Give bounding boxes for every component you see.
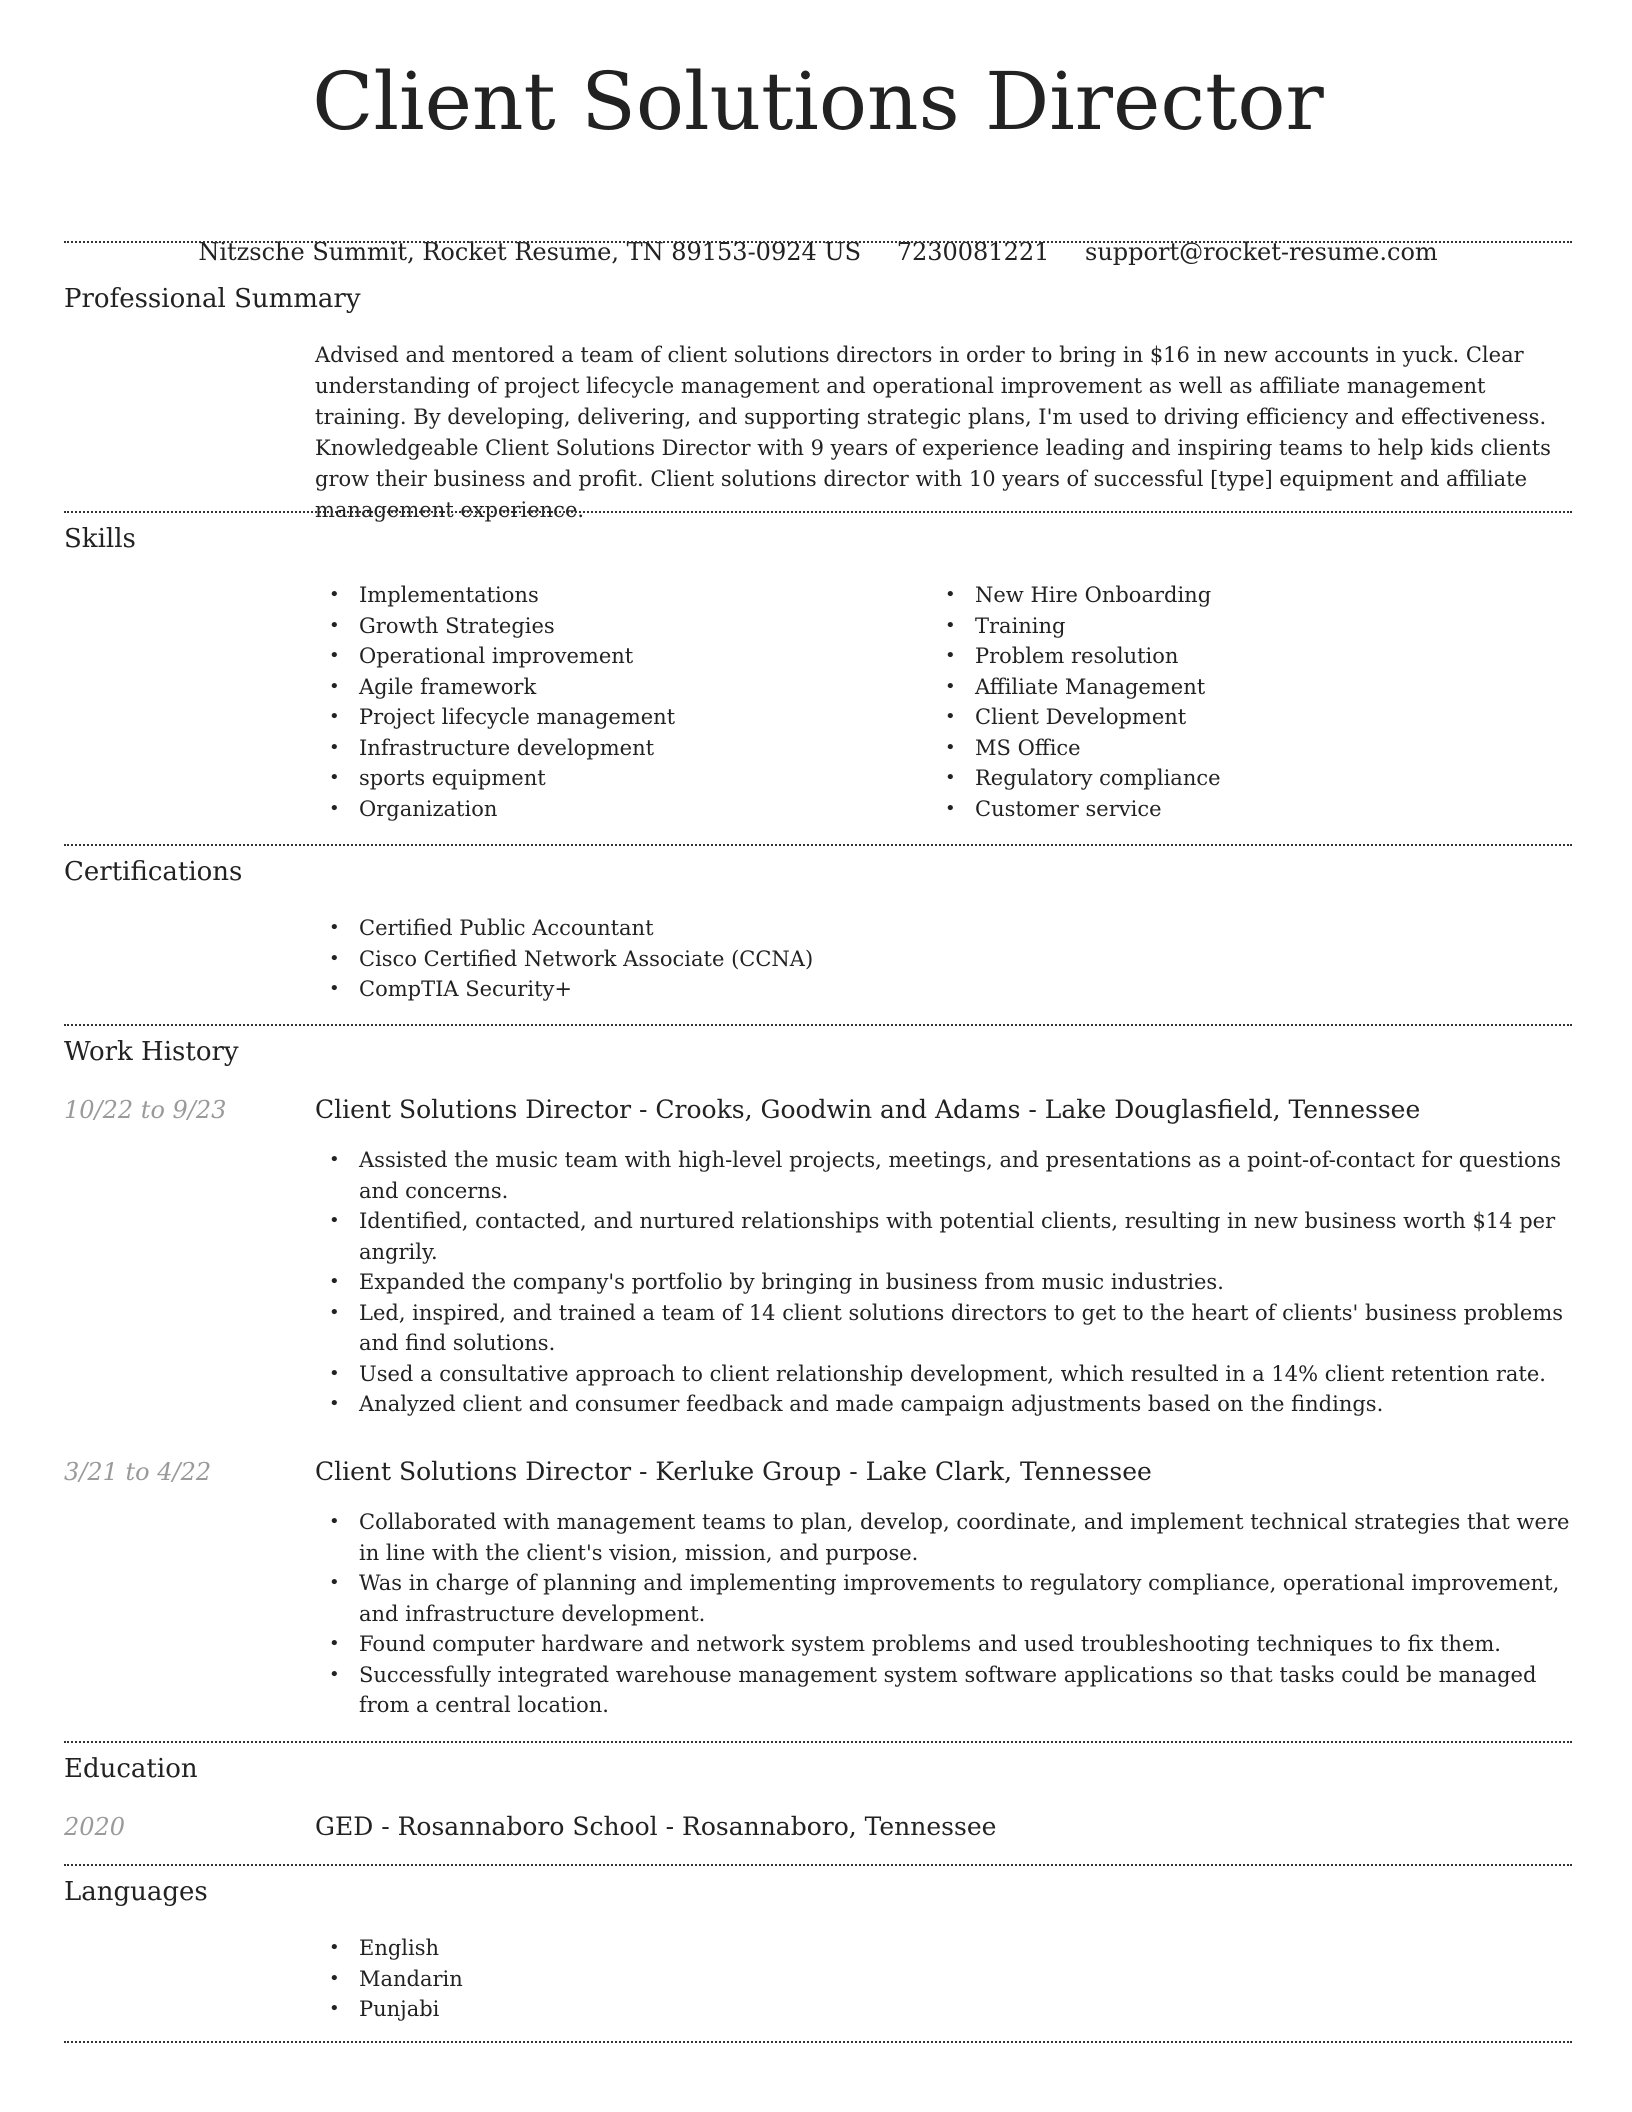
divider (64, 844, 1572, 846)
list-item: • Organization (315, 794, 915, 825)
phone: 7230081221 (896, 238, 1050, 266)
address: Nitzsche Summit, Rocket Resume, TN 89153-0924 US (198, 238, 862, 266)
skills-list-right (931, 580, 1531, 824)
list-item: • CompTIA Security+ (315, 974, 1215, 1005)
section-title-skills: Skills (64, 524, 136, 554)
divider (64, 1864, 1572, 1866)
list-item: • Used a consultative approach to client relationship development, which resulted in a 14% client retention rate. (315, 1359, 1572, 1390)
candidate-name: Client Solutions Director (312, 55, 1324, 148)
summary-text: Advised and mentored a team of client solutions directors in order to bring in $16 in new accounts in yuck. Clear understanding of project lifecycle management and operational improvement as well as affiliate management training. By developing, delivering, and supporting strategic plans, I'm used to driving efficiency and effectiveness. Knowledgeable Client Solutions Director with 9 years of experience leading and inspiring teams to help kids clients grow their business and profit. Client solutions director with 10 years of successful [type] equipment and affiliate management experience. (315, 343, 1551, 522)
list-item: • sports equipment (315, 763, 915, 794)
list-item: • Punjabi (315, 1994, 915, 2025)
job-dates: 3/21 to 4/22 (64, 1458, 212, 1486)
list-item: • Identified, contacted, and nurtured relationships with potential clients, resulting in new business worth $14 per angrily. (315, 1206, 1572, 1267)
list-item: • Led, inspired, and trained a team of 14 client solutions directors to get to the heart of clients' business problems and find solutions. (315, 1298, 1572, 1359)
list-item: • MS Office (931, 733, 1531, 764)
list-item: • New Hire Onboarding (931, 580, 1531, 611)
job-bullets (315, 1145, 1572, 1420)
divider (64, 511, 1572, 513)
education-year: 2020 (64, 1813, 126, 1841)
list-item: • Successfully integrated warehouse management system software applications so that tasks could be managed from a central location. (315, 1660, 1572, 1721)
section-title-summary: Professional Summary (64, 284, 361, 314)
skills-list-left (315, 580, 915, 824)
list-item: • Regulatory compliance (931, 763, 1531, 794)
section-title-work-history: Work History (64, 1037, 239, 1067)
email: support@rocket-resume.com (1085, 238, 1438, 266)
job-heading: Client Solutions Director - Crooks, Goodwin and Adams - Lake Douglasfield, Tennessee (315, 1095, 1421, 1124)
divider (64, 1024, 1572, 1026)
divider (64, 241, 1572, 243)
certifications-list (315, 913, 1215, 1005)
list-item: • Affiliate Management (931, 672, 1531, 703)
list-item: • Training (931, 611, 1531, 642)
list-item: • Project lifecycle management (315, 702, 915, 733)
job-dates: 10/22 to 9/23 (64, 1096, 227, 1124)
list-item: • Certified Public Accountant (315, 913, 1215, 944)
list-item: • Mandarin (315, 1964, 915, 1995)
list-item: • English (315, 1933, 915, 1964)
resume-page (64, 0, 1572, 2021)
list-item: • Growth Strategies (315, 611, 915, 642)
languages-list (315, 1933, 915, 2025)
list-item: • Found computer hardware and network system problems and used troubleshooting techniques to fix them. (315, 1629, 1572, 1660)
education-entry: GED - Rosannaboro School - Rosannaboro, Tennessee (315, 1812, 997, 1841)
section-title-certifications: Certifications (64, 857, 243, 887)
list-item: • Cisco Certified Network Associate (CCNA) (315, 944, 1215, 975)
list-item: • Was in charge of planning and implementing improvements to regulatory compliance, operational improvement, and infrastructure development. (315, 1568, 1572, 1629)
list-item: • Analyzed client and consumer feedback and made campaign adjustments based on the findings. (315, 1389, 1572, 1420)
list-item: • Collaborated with management teams to plan, develop, coordinate, and implement technical strategies that were in line with the client's vision, mission, and purpose. (315, 1507, 1572, 1568)
list-item: • Implementations (315, 580, 915, 611)
list-item: • Agile framework (315, 672, 915, 703)
list-item: • Assisted the music team with high-level projects, meetings, and presentations as a point-of-contact for questions and concerns. (315, 1145, 1572, 1206)
list-item: • Customer service (931, 794, 1531, 825)
divider (64, 1741, 1572, 1743)
list-item: • Expanded the company's portfolio by bringing in business from music industries. (315, 1267, 1572, 1298)
list-item: • Infrastructure development (315, 733, 915, 764)
job-bullets (315, 1507, 1572, 1721)
list-item: • Operational improvement (315, 641, 915, 672)
section-title-education: Education (64, 1754, 198, 1784)
divider (64, 2041, 1572, 2043)
list-item: • Problem resolution (931, 641, 1531, 672)
list-item: • Client Development (931, 702, 1531, 733)
job-heading: Client Solutions Director - Kerluke Group - Lake Clark, Tennessee (315, 1457, 1152, 1486)
section-title-languages: Languages (64, 1877, 208, 1907)
